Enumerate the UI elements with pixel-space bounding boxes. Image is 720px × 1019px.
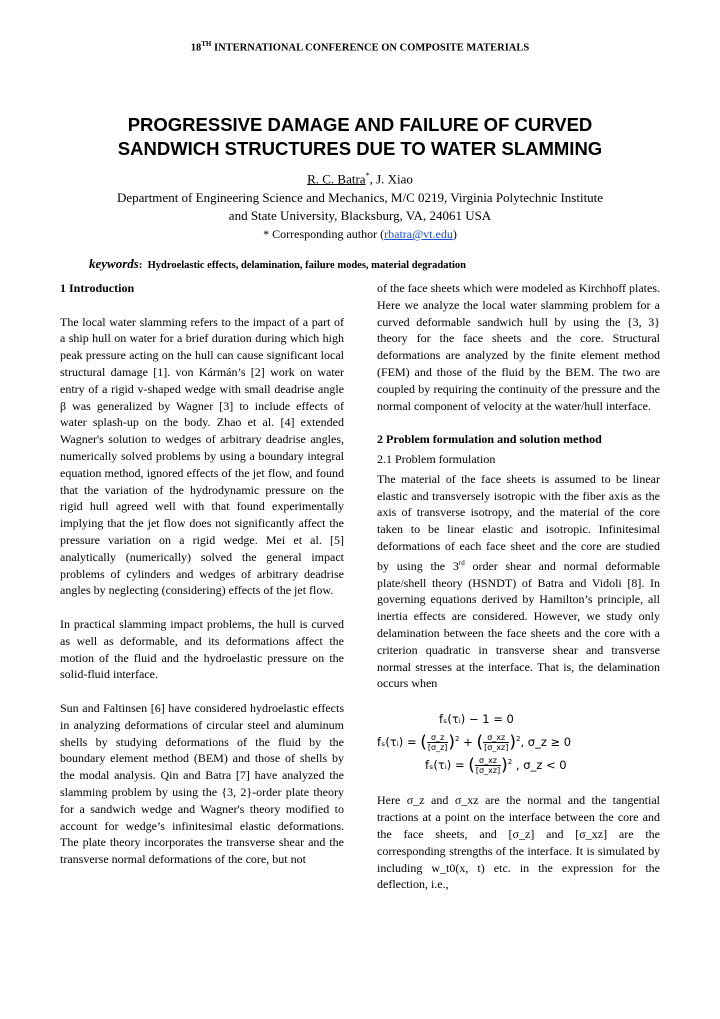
intro-paragraph-2: In practical slamming impact problems, the hull is curved as well as deformable, and its deformations affect the motion of the fluid and the hydroelastic pressure on the solid-fluid interface. [60, 616, 344, 682]
left-column [60, 280, 344, 868]
subsection-heading-2-1: 2.1 Problem formulation [377, 451, 496, 466]
equation-1: fₛ(τᵢ) − 1 = 0 [439, 711, 514, 726]
interface-paragraph: Here σ_z and σ_xz are the normal and the tangential tractions at a point on the interface between the core and the face sheets, and [σ_z] and [σ_xz] are the corresponding strengths of the interface. It is simulated by including w_t0(x, t) etc. in the expression for the deflection, i.e., [377, 793, 660, 892]
keywords-label: keywords [89, 256, 139, 271]
title-line-2: SANDWICH STRUCTURES DUE TO WATER SLAMMING [117, 138, 603, 159]
authors: R. C. Batra*, J. Xiao [307, 171, 413, 187]
affiliation: Department of Engineering Science and Mechanics, M/C 0219, Virginia Polytechnic Institute and State University, Blacksburg, VA, 24061 USA [116, 190, 604, 223]
conference-header: 18TH INTERNATIONAL CONFERENCE ON COMPOSITE MATERIALS [190, 40, 530, 54]
intro-paragraph-3: Sun and Faltinsen [6] have considered hydroelastic effects in analyzing deformations of circular steel and aluminum shells by studying deformations of the fluid by the boundary element method (BEM) and those of shells by the modal analysis. Qin and Batra [7] have analyzed the slamming problem by using the {3, 2}-order plate theory for a sandwich wedge and Wagner's theory modified to account for wedge’s infinitesimal elastic deformations. The plate theory incorporates the transverse shear and the transverse normal deformations of the core, but not [60, 700, 344, 867]
title-line-1: PROGRESSIVE DAMAGE AND FAILURE OF CURVED [127, 114, 593, 135]
formulation-paragraph: The material of the face sheets is assumed to be linear elastic and transversely isotropic with the fiber axis as the axis of transverse isotropy, and the material of the core taken to be linear elastic and isotropic. Infinitesimal deformations of each face sheet and the core are studied by using the 3rd order shear and normal deformable plate/shell theory (HSNDT) of Batra and Vidoli [8]. In governing equations derived by Hamilton’s principle, all inertia effects are considered. However, we study only delamination between the face sheets and the core with a criterion quadratic in transverse shear and transverse normal stresses at the interface. That is, the delamination occurs when [377, 471, 660, 691]
intro-paragraph-4: of the face sheets which were modeled as Kirchhoff plates. Here we analyze the local water slamming problem for a curved deformable sandwich hull by using the {3, 3} theory for the face sheets and the core. Structural deformations are analyzed by the finite element method (FEM) and those of the fluid by the BEM. The two are coupled by requiring the continuity of the pressure and the normal component of velocity at the water/hull interface. [377, 281, 661, 413]
corresponding-author: * Corresponding author (rbatra@vt.edu) [263, 227, 457, 241]
paper-title [60, 113, 660, 161]
delamination-criterion [377, 709, 660, 776]
equation-2: fₛ(τᵢ) = ( $\frac{\sigma\_z}{[\sigma\_z]}$ )$^2$ + ( $\frac{\sigma\_xz}{[\sigma\_xz]}$ )$^2$, σ_z ≥ 0 [377, 732, 572, 753]
section-heading-introduction: 1 Introduction [60, 281, 135, 295]
email-link[interactable]: rbatra@vt.edu [384, 227, 453, 241]
intro-paragraph-1: The local water slamming refers to the impact of a part of a ship hull on water for a brief duration during which high peak pressure acting on the hull can cause significant local structural damage [1]. von Kármán’s [2] work on water entry of a rigid v-shaped wedge with small deadrise angle β was generalized by Wagner [3] to include effects of water splash-up on the body. Zhao et al. [4] extended Wagner's solution to wedges of arbitrary deadrise angles, numerically solved problems by using a boundary integral equation method, ignored effects of the jet flow, and found that the variation of the hydrodynamic pressure on the rigid hull agreed well with that found experimentally implying that the jet flow does not significantly affect the pressure variation on a rigid wedge. Mei et al. [5] analytically (numerically) solved the general impact problems of cylinders and wedges of arbitrary deadrise angles by neglecting (considering) effects of the jet flow. [60, 314, 344, 598]
keywords: keywords: Hydroelastic effects, delamination, failure modes, material degradation [89, 256, 466, 271]
right-column [377, 280, 660, 893]
author-batra: R. C. Batra [307, 171, 366, 187]
equation-3: fₛ(τᵢ) = ( $\frac{\sigma\_xz}{[\sigma\_xz]}$ )$^2$ , σ_z < 0 [425, 755, 567, 776]
section-heading-2: 2 Problem formulation and solution method [377, 432, 602, 447]
keywords-text: Hydroelastic effects, delamination, failure modes, material degradation [147, 260, 466, 271]
